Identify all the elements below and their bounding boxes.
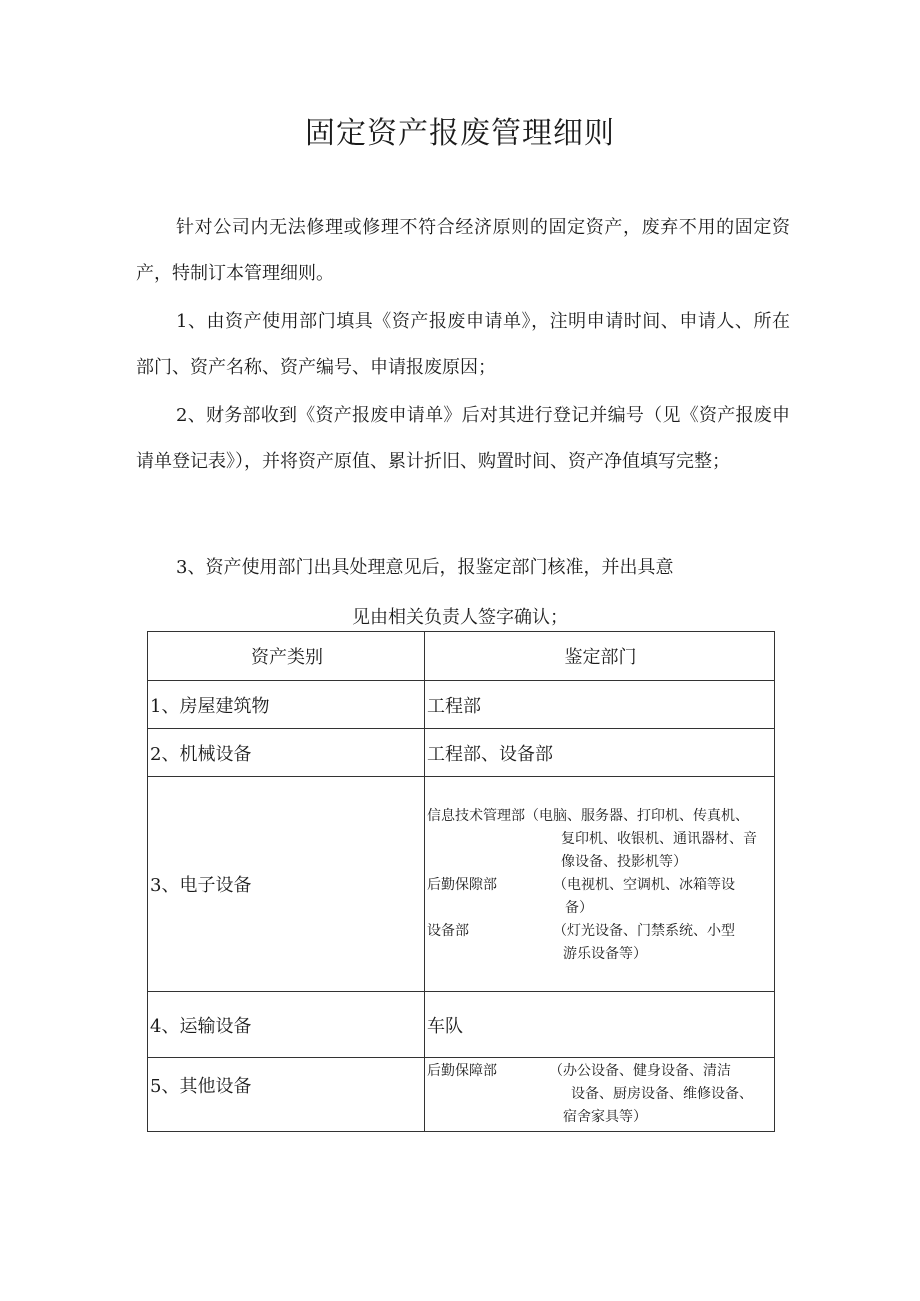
step-1-paragraph: 1、由资产使用部门填具《资产报废申请单》，注明申请时间、申请人、所在部门、资产名称、资产编号、申请报废原因；	[136, 311, 790, 378]
table-row	[148, 777, 775, 992]
dept-cell	[425, 1058, 775, 1132]
it-dept-name: 信息技术管理部	[427, 807, 525, 824]
dept-cell: 工程部、设备部	[425, 729, 775, 777]
table-header-row	[148, 632, 775, 681]
other-dept-desc-cont: 设备、厨房设备、维修设备、	[571, 1086, 753, 1102]
table-row	[148, 681, 775, 729]
table-row	[148, 1058, 775, 1132]
category-cell: 2、机械设备	[148, 729, 425, 777]
asset-appraisal-table	[147, 631, 775, 1132]
category-cell: 4、运输设备	[148, 992, 425, 1058]
it-dept-desc-cont: 像设备、投影机等）	[561, 853, 687, 870]
other-dept-list	[427, 1060, 774, 1129]
it-dept-desc-cont: 复印机、收银机、通讯器材、音	[561, 830, 757, 847]
category-cell: 5、其他设备	[148, 1058, 425, 1132]
table-row	[148, 729, 775, 777]
other-dept-name: 后勤保障部	[427, 1063, 497, 1079]
it-dept-desc: （电脑、服务器、打印机、传真机、	[525, 807, 749, 824]
dept-cell: 工程部	[425, 681, 775, 729]
logistics-dept-name: 后勤保隙部	[427, 876, 497, 893]
step-3-paragraph: 3、资产使用部门出具处理意见后，报鉴定部门核准，并出具意	[176, 557, 674, 578]
logistics-dept-desc-cont: 备）	[565, 899, 593, 916]
category-cell: 1、房屋建筑物	[148, 681, 425, 729]
equipment-dept-desc: （灯光设备、门禁系统、小型	[553, 922, 735, 939]
other-dept-desc: （办公设备、健身设备、清洁	[549, 1063, 731, 1079]
header-appraisal-dept: 鉴定部门	[425, 632, 775, 681]
dept-cell	[425, 777, 775, 992]
electronics-dept-list	[427, 803, 774, 966]
category-cell: 3、电子设备	[148, 777, 425, 992]
step-2-paragraph: 2、财务部收到《资产报废申请单》后对其进行登记并编号（见《资产报废申请单登记表》），并将资产原值、累计折旧、购置时间、资产净值填写完整；	[136, 405, 790, 472]
table-caption: 见由相关负责人签字确认；	[352, 607, 568, 628]
table-row	[148, 992, 775, 1058]
equipment-dept-name: 设备部	[427, 922, 469, 939]
logistics-dept-desc: （电视机、空调机、冰箱等设	[553, 876, 735, 893]
header-asset-category: 资产类别	[148, 632, 425, 681]
dept-cell: 车队	[425, 992, 775, 1058]
other-dept-desc-cont: 宿舍家具等）	[563, 1109, 647, 1125]
document-title: 固定资产报废管理细则	[305, 116, 615, 151]
intro-paragraph: 针对公司内无法修理或修理不符合经济原则的固定资产，废弃不用的固定资产，特制订本管理细则。	[136, 217, 790, 284]
equipment-dept-desc-cont: 游乐设备等）	[563, 945, 647, 962]
